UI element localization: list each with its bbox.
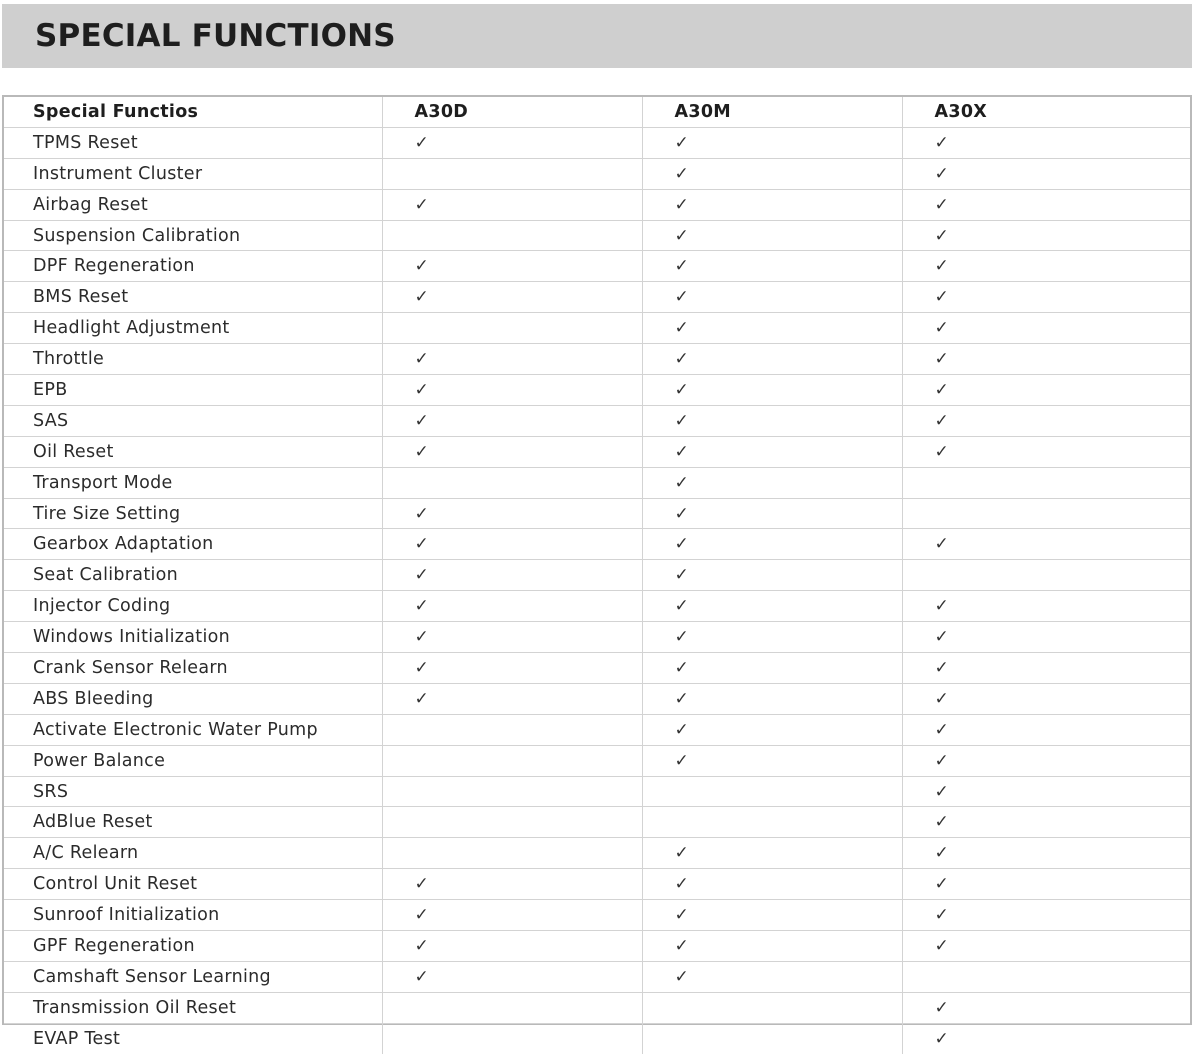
check-icon-a30d: ✓ (382, 560, 642, 591)
check-icon-a30x: ✓ (902, 838, 1190, 869)
empty-cell-a30x (902, 498, 1190, 529)
table-row (4, 838, 1190, 869)
check-icon-a30m: ✓ (642, 900, 902, 931)
function-name: Instrument Cluster (4, 158, 382, 189)
function-name: Sunroof Initialization (4, 900, 382, 931)
table-row (4, 900, 1190, 931)
table-row (4, 405, 1190, 436)
check-icon-a30d: ✓ (382, 931, 642, 962)
title-banner (2, 4, 1192, 68)
table-row (4, 807, 1190, 838)
empty-cell-a30d (382, 1023, 642, 1053)
table-row (4, 189, 1190, 220)
function-name: Seat Calibration (4, 560, 382, 591)
function-name: Camshaft Sensor Learning (4, 961, 382, 992)
special-functions-table (4, 97, 1190, 1054)
table-row (4, 931, 1190, 962)
empty-cell-a30d (382, 776, 642, 807)
table-body (4, 127, 1190, 1053)
page-title: SPECIAL FUNCTIONS (35, 18, 396, 54)
empty-cell-a30m (642, 807, 902, 838)
check-icon-a30x: ✓ (902, 344, 1190, 375)
function-name: Throttle (4, 344, 382, 375)
check-icon-a30m: ✓ (642, 158, 902, 189)
header-a30x: A30X (902, 97, 1190, 127)
check-icon-a30m: ✓ (642, 714, 902, 745)
header-a30m: A30M (642, 97, 902, 127)
check-icon-a30m: ✓ (642, 127, 902, 158)
check-icon-a30x: ✓ (902, 158, 1190, 189)
check-icon-a30m: ✓ (642, 344, 902, 375)
empty-cell-a30d (382, 745, 642, 776)
check-icon-a30m: ✓ (642, 838, 902, 869)
table-row (4, 282, 1190, 313)
empty-cell-a30m (642, 776, 902, 807)
function-name: Tire Size Setting (4, 498, 382, 529)
empty-cell-a30d (382, 158, 642, 189)
check-icon-a30x: ✓ (902, 807, 1190, 838)
check-icon-a30x: ✓ (902, 683, 1190, 714)
empty-cell-a30d (382, 313, 642, 344)
function-name: A/C Relearn (4, 838, 382, 869)
check-icon-a30x: ✓ (902, 282, 1190, 313)
check-icon-a30m: ✓ (642, 653, 902, 684)
check-icon-a30m: ✓ (642, 560, 902, 591)
table-row (4, 251, 1190, 282)
function-name: DPF Regeneration (4, 251, 382, 282)
check-icon-a30x: ✓ (902, 745, 1190, 776)
check-icon-a30x: ✓ (902, 900, 1190, 931)
table-row (4, 869, 1190, 900)
check-icon-a30d: ✓ (382, 869, 642, 900)
comparison-table-container (2, 95, 1192, 1049)
empty-cell-a30m (642, 1023, 902, 1053)
check-icon-a30x: ✓ (902, 622, 1190, 653)
function-name: Power Balance (4, 745, 382, 776)
check-icon-a30x: ✓ (902, 714, 1190, 745)
check-icon-a30m: ✓ (642, 313, 902, 344)
empty-cell-a30d (382, 220, 642, 251)
table-row (4, 498, 1190, 529)
empty-cell-a30x (902, 467, 1190, 498)
check-icon-a30x: ✓ (902, 1023, 1190, 1053)
check-icon-a30m: ✓ (642, 282, 902, 313)
check-icon-a30x: ✓ (902, 653, 1190, 684)
table-row (4, 591, 1190, 622)
function-name: EVAP Test (4, 1023, 382, 1053)
function-name: Gearbox Adaptation (4, 529, 382, 560)
check-icon-a30d: ✓ (382, 375, 642, 406)
check-icon-a30x: ✓ (902, 405, 1190, 436)
table-row (4, 344, 1190, 375)
check-icon-a30d: ✓ (382, 961, 642, 992)
check-icon-a30m: ✓ (642, 622, 902, 653)
check-icon-a30x: ✓ (902, 931, 1190, 962)
function-name: Windows Initialization (4, 622, 382, 653)
check-icon-a30x: ✓ (902, 529, 1190, 560)
function-name: SAS (4, 405, 382, 436)
function-name: Suspension Calibration (4, 220, 382, 251)
header-special-functions: Special Functios (4, 97, 382, 127)
empty-cell-a30x (902, 560, 1190, 591)
check-icon-a30m: ✓ (642, 467, 902, 498)
table-row (4, 127, 1190, 158)
check-icon-a30d: ✓ (382, 529, 642, 560)
check-icon-a30d: ✓ (382, 189, 642, 220)
table-row (4, 313, 1190, 344)
check-icon-a30d: ✓ (382, 683, 642, 714)
check-icon-a30d: ✓ (382, 622, 642, 653)
check-icon-a30m: ✓ (642, 498, 902, 529)
empty-cell-a30d (382, 467, 642, 498)
check-icon-a30m: ✓ (642, 189, 902, 220)
check-icon-a30d: ✓ (382, 405, 642, 436)
function-name: Airbag Reset (4, 189, 382, 220)
check-icon-a30d: ✓ (382, 653, 642, 684)
table-header-row (4, 97, 1190, 127)
empty-cell-a30x (902, 961, 1190, 992)
table-row (4, 714, 1190, 745)
table-row (4, 375, 1190, 406)
function-name: Oil Reset (4, 436, 382, 467)
check-icon-a30x: ✓ (902, 436, 1190, 467)
check-icon-a30m: ✓ (642, 436, 902, 467)
check-icon-a30m: ✓ (642, 931, 902, 962)
table-row (4, 220, 1190, 251)
empty-cell-a30d (382, 838, 642, 869)
check-icon-a30d: ✓ (382, 127, 642, 158)
empty-cell-a30d (382, 992, 642, 1023)
check-icon-a30x: ✓ (902, 313, 1190, 344)
function-name: Activate Electronic Water Pump (4, 714, 382, 745)
table-row (4, 622, 1190, 653)
check-icon-a30m: ✓ (642, 251, 902, 282)
function-name: GPF Regeneration (4, 931, 382, 962)
check-icon-a30m: ✓ (642, 745, 902, 776)
check-icon-a30x: ✓ (902, 591, 1190, 622)
check-icon-a30x: ✓ (902, 127, 1190, 158)
function-name: Transmission Oil Reset (4, 992, 382, 1023)
check-icon-a30d: ✓ (382, 591, 642, 622)
check-icon-a30m: ✓ (642, 683, 902, 714)
table-row (4, 683, 1190, 714)
function-name: BMS Reset (4, 282, 382, 313)
function-name: Transport Mode (4, 467, 382, 498)
table-row (4, 961, 1190, 992)
check-icon-a30m: ✓ (642, 220, 902, 251)
empty-cell-a30m (642, 992, 902, 1023)
function-name: Injector Coding (4, 591, 382, 622)
header-a30d: A30D (382, 97, 642, 127)
table-row (4, 436, 1190, 467)
check-icon-a30m: ✓ (642, 961, 902, 992)
check-icon-a30m: ✓ (642, 869, 902, 900)
check-icon-a30x: ✓ (902, 251, 1190, 282)
empty-cell-a30d (382, 807, 642, 838)
table-row (4, 560, 1190, 591)
check-icon-a30m: ✓ (642, 405, 902, 436)
check-icon-a30x: ✓ (902, 776, 1190, 807)
table-row (4, 467, 1190, 498)
check-icon-a30x: ✓ (902, 992, 1190, 1023)
check-icon-a30m: ✓ (642, 529, 902, 560)
function-name: ABS Bleeding (4, 683, 382, 714)
check-icon-a30d: ✓ (382, 900, 642, 931)
function-name: TPMS Reset (4, 127, 382, 158)
check-icon-a30x: ✓ (902, 869, 1190, 900)
check-icon-a30d: ✓ (382, 251, 642, 282)
check-icon-a30d: ✓ (382, 282, 642, 313)
table-row (4, 745, 1190, 776)
check-icon-a30x: ✓ (902, 189, 1190, 220)
table-row (4, 158, 1190, 189)
table-row (4, 529, 1190, 560)
check-icon-a30d: ✓ (382, 344, 642, 375)
check-icon-a30d: ✓ (382, 436, 642, 467)
table-row (4, 992, 1190, 1023)
empty-cell-a30d (382, 714, 642, 745)
function-name: AdBlue Reset (4, 807, 382, 838)
check-icon-a30m: ✓ (642, 375, 902, 406)
check-icon-a30x: ✓ (902, 375, 1190, 406)
check-icon-a30m: ✓ (642, 591, 902, 622)
check-icon-a30d: ✓ (382, 498, 642, 529)
function-name: EPB (4, 375, 382, 406)
function-name: Crank Sensor Relearn (4, 653, 382, 684)
function-name: Control Unit Reset (4, 869, 382, 900)
function-name: Headlight Adjustment (4, 313, 382, 344)
table-row (4, 653, 1190, 684)
check-icon-a30x: ✓ (902, 220, 1190, 251)
table-row (4, 776, 1190, 807)
function-name: SRS (4, 776, 382, 807)
table-row (4, 1023, 1190, 1053)
